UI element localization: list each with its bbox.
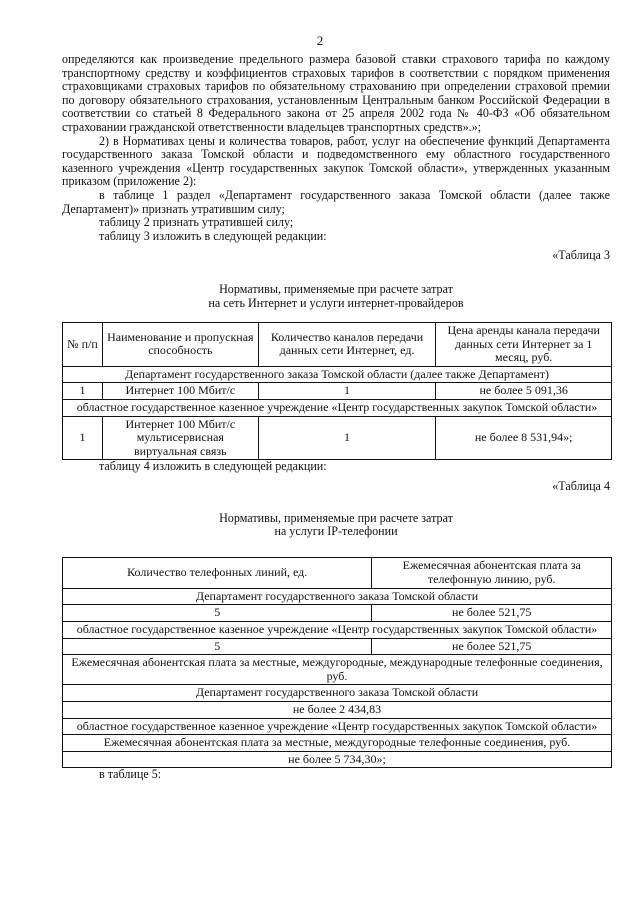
paragraph-3: в таблице 1 раздел «Департамент государственного заказа Томской области (далее также Департамент)» признать утратившим силу; (62, 187, 610, 216)
table-header-row (63, 557, 612, 588)
table4-title-line1: Нормативы, применяемые при расчете затрат (219, 510, 453, 525)
cell-name: Интернет 100 Мбит/с мультисервисная виртуальная связь (102, 416, 258, 460)
cell-number: 1 (63, 416, 103, 460)
paragraph-1: определяются как произведение предельного размера базовой ставки страхового тарифа по каждому транспортному средству и коэффициентов страховых тарифов в соответствии с порядком применения страховщиками страховых тарифов по обязательному страхованию при определении страховой премии по договору обязательного страхования, установленным Центральным банком Российской Федерации в соответствии со статьей 8 Федерального закона от 25 апреля 2002 года № 40-ФЗ «Об обязательном страховании гражданской ответственности владельцев транспортных средств».»; (62, 52, 610, 134)
section-department: Департамент государственного заказа Томской области (63, 685, 612, 702)
table-section-row (63, 685, 612, 702)
table3-label: «Таблица 3 (552, 248, 610, 263)
table3-title-line2: на сеть Интернет и услуги интернет-провайдеров (208, 295, 464, 310)
cell-line-fee: не более 521,75 (372, 638, 612, 655)
ip-telephony-norms-table (62, 557, 612, 769)
paragraph-6: таблицу 4 изложить в следующей редакции: (99, 459, 327, 474)
header-calls-fee: Ежемесячная абонентская плата за местные, междугородные, международные телефонные соединения, руб. (63, 655, 612, 685)
table-subheader-row (63, 655, 612, 685)
paragraph-7: в таблице 5: (99, 767, 162, 782)
cell-phone-lines: 5 (63, 605, 372, 622)
page-number: 2 (316, 33, 324, 48)
table-section-row (63, 588, 612, 605)
document-body (62, 53, 610, 782)
header-channel-count: Количество каналов передачи данных сети Интернет, ед. (258, 323, 436, 367)
table3-title-line1: Нормативы, применяемые при расчете затрат (219, 281, 453, 296)
cell-channel-price: не более 5 091,36 (436, 383, 612, 400)
header-line-fee: Ежемесячная абонентская плата за телефонную линию, руб. (372, 557, 612, 588)
cell-channel-price: не более 8 531,94»; (436, 416, 612, 460)
header-channel-price: Цена аренды канала передачи данных сети Интернет за 1 месяц, руб. (436, 323, 612, 367)
table-section-row (63, 400, 612, 417)
cell-channel-count: 1 (258, 416, 436, 460)
internet-norms-table (62, 322, 612, 460)
cell-name: Интернет 100 Мбит/с (102, 383, 258, 400)
header-number: № п/п (63, 323, 103, 367)
section-procurement-center: областное государственное казенное учреждение «Центр государственных закупок Томской области» (63, 400, 612, 417)
paragraph-4: таблицу 2 признать утратившей силу; (99, 215, 294, 230)
section-department: Департамент государственного заказа Томской области (далее также Департамент) (63, 366, 612, 383)
section-department: Департамент государственного заказа Томской области (63, 588, 612, 605)
table-row (63, 605, 612, 622)
table-row (63, 751, 612, 768)
paragraph-5: таблицу 3 изложить в следующей редакции: (99, 228, 327, 243)
table-row (63, 701, 612, 718)
table-row (63, 416, 612, 460)
paragraph-2: 2) в Нормативах цены и количества товаров, работ, услуг на обеспечение функций Департамента государственного заказа Томской области и подведомственного ему областного государственного казенного учреждения «Центр государственных закупок Томской области», утвержденных указанным приказом (приложение 2): (62, 133, 610, 189)
cell-channel-count: 1 (258, 383, 436, 400)
header-phone-lines: Количество телефонных линий, ед. (63, 557, 372, 588)
table-row (63, 383, 612, 400)
cell-calls-fee: не более 2 434,83 (63, 701, 612, 718)
header-name: Наименование и пропускная способность (102, 323, 258, 367)
table4-label: «Таблица 4 (552, 479, 610, 494)
table4-title-line2: на услуги IP-телефонии (274, 524, 398, 539)
cell-line-fee: не более 521,75 (372, 605, 612, 622)
table-section-row (63, 622, 612, 639)
table-header-row (63, 323, 612, 367)
header-local-calls-fee: Ежемесячная абонентская плата за местные, междугородные телефонные соединения, руб. (63, 735, 612, 752)
section-procurement-center: областное государственное казенное учреждение «Центр государственных закупок Томской области» (63, 622, 612, 639)
cell-local-calls-fee: не более 5 734,30»; (63, 751, 612, 768)
table-subheader-row (63, 735, 612, 752)
cell-number: 1 (63, 383, 103, 400)
section-procurement-center: областное государственное казенное учреждение «Центр государственных закупок Томской области» (63, 718, 612, 735)
table-row (63, 638, 612, 655)
table-section-row (63, 718, 612, 735)
cell-phone-lines: 5 (63, 638, 372, 655)
table-section-row (63, 366, 612, 383)
